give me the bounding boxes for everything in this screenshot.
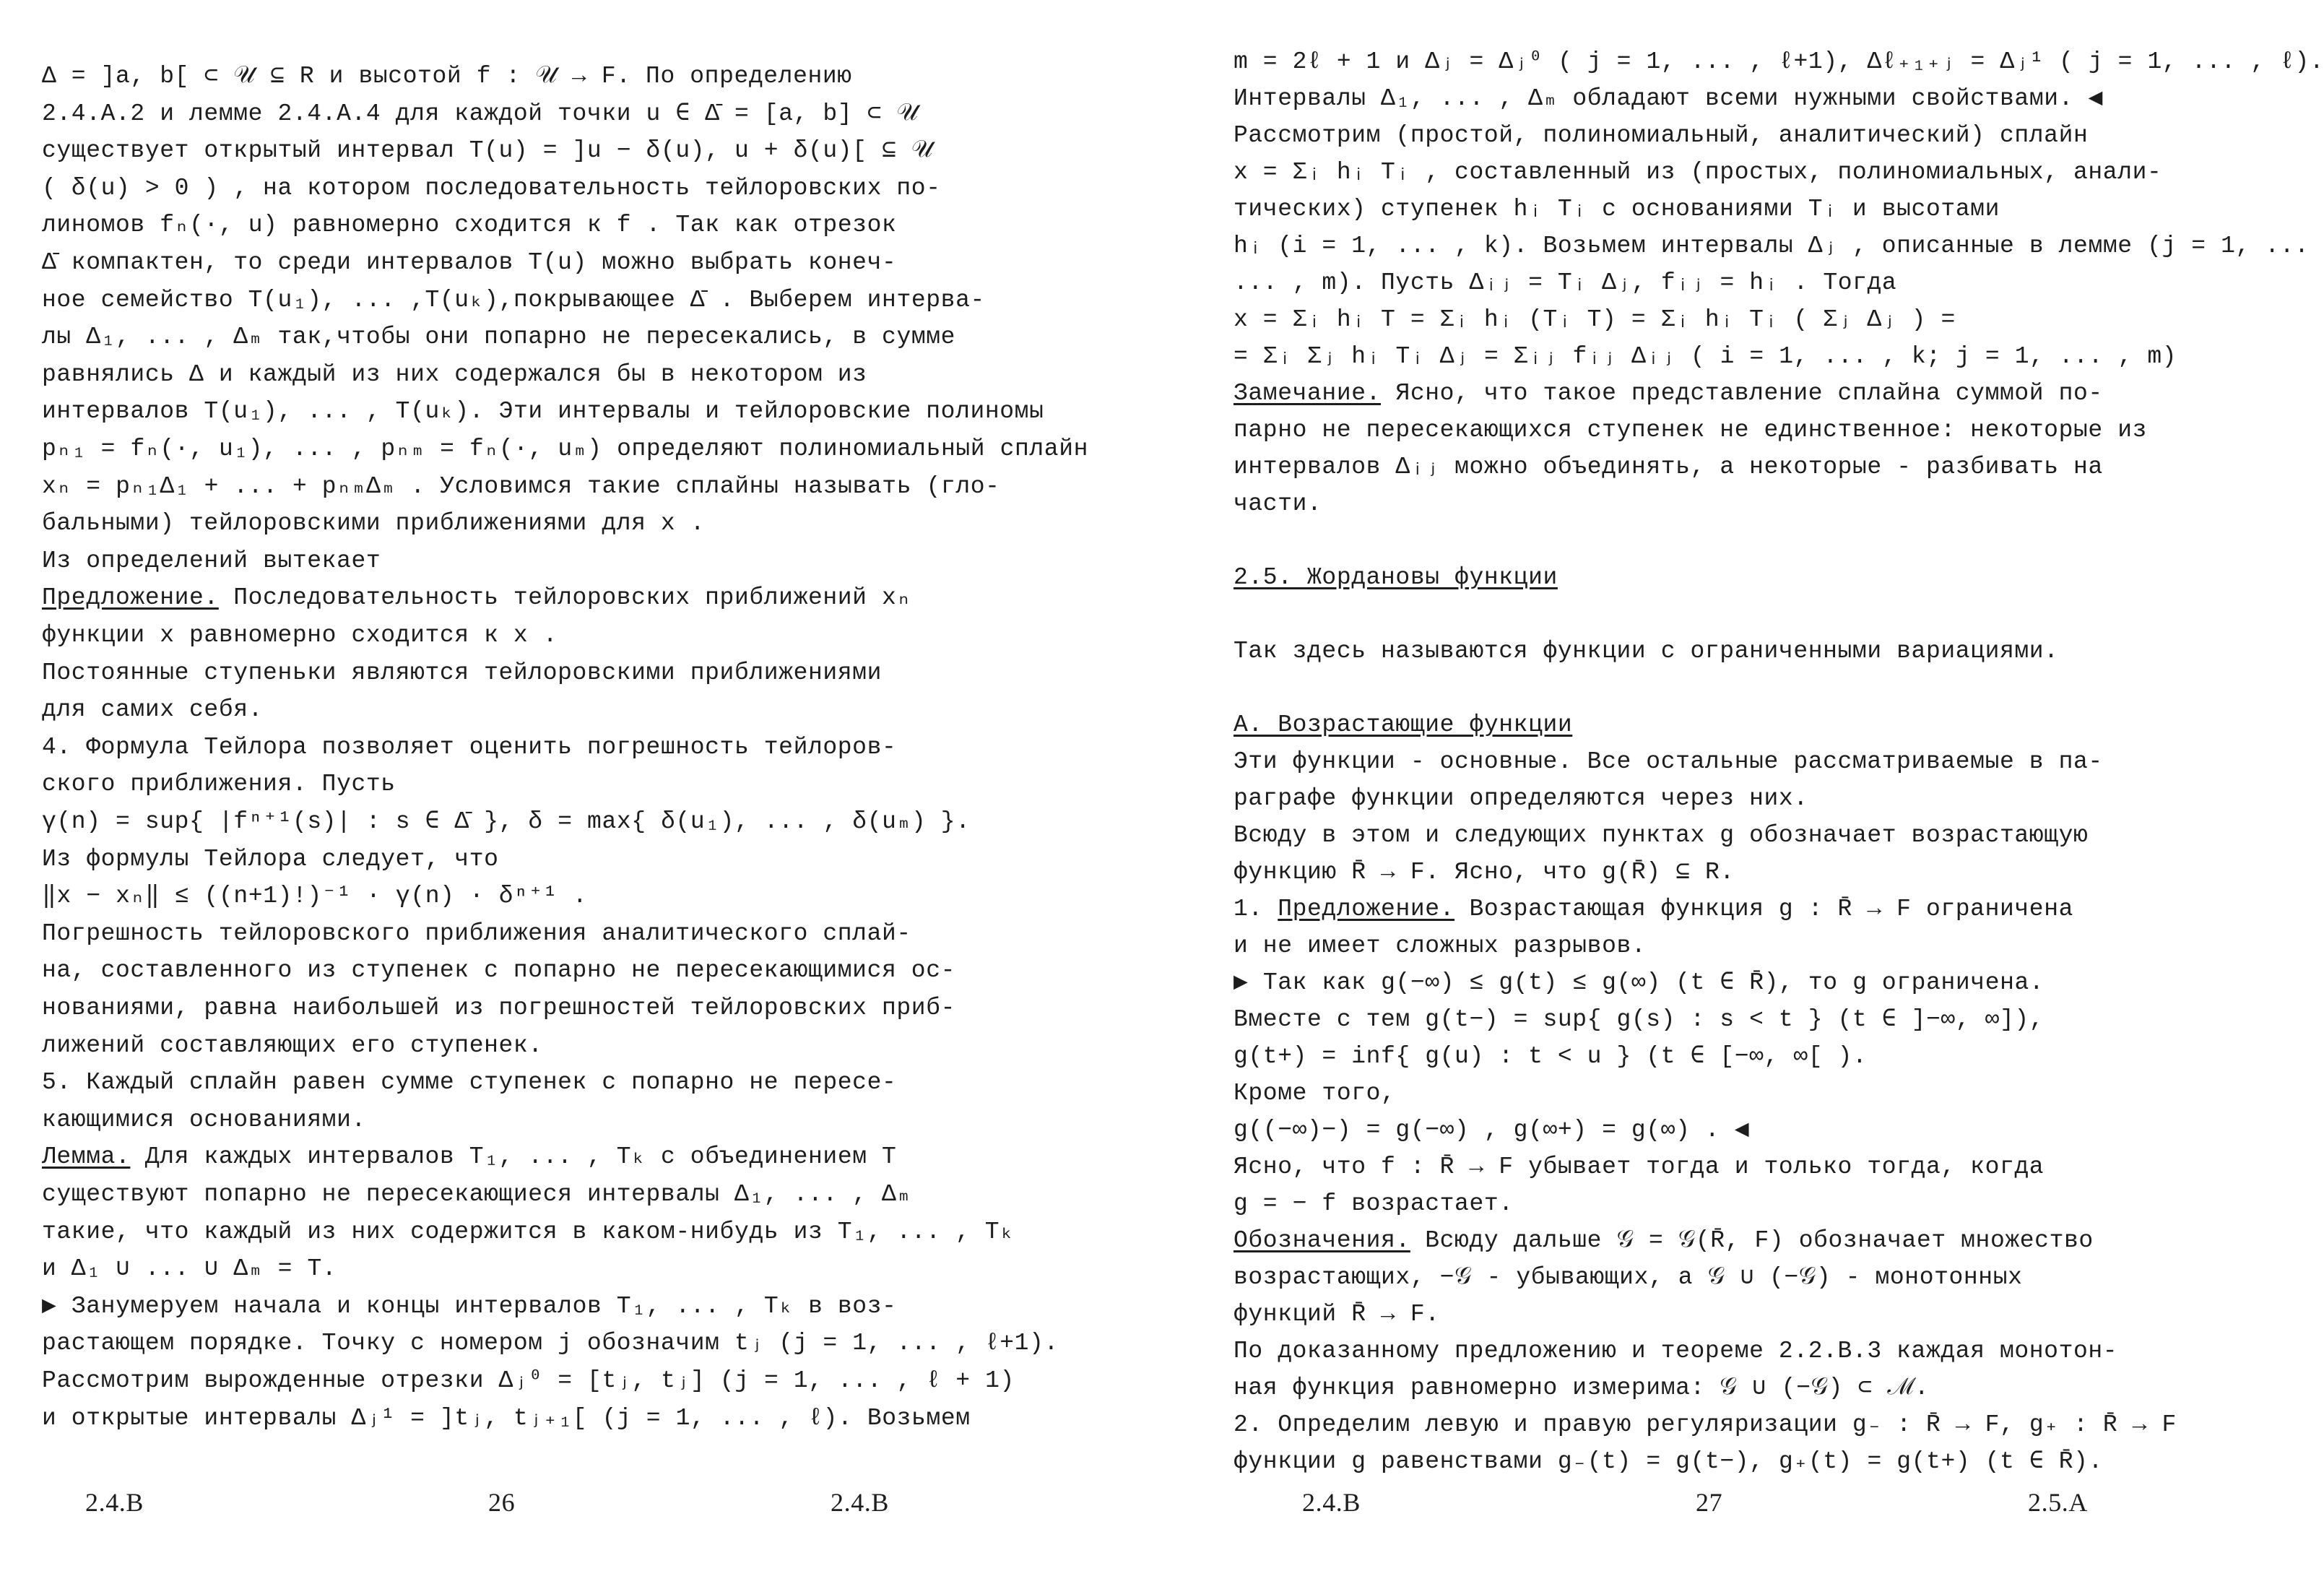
right-page-line: ... , m). Пусть Δᵢⱼ = Tᵢ Δⱼ, fᵢⱼ = hᵢ . Тогда [1233,269,1897,296]
right-page-line: x = Σᵢ hᵢ Tᵢ , составленный из (простых, полиномиальных, анали- [1233,159,2162,186]
right-page-line [1233,706,1572,744]
right-page-line: раграфе функции определяются через них. [1233,785,1808,812]
left-page-line: ное семейство T(u₁), ... ,T(uₖ),покрывающее Δ̄ . Выберем интерва- [42,286,985,313]
left-page-line: Рассмотрим вырожденные отрезки Δⱼ⁰ = [tⱼ, tⱼ] (j = 1, ... , ℓ + 1) [42,1367,1015,1394]
left-page-line: функции x равномерно сходится к x . [42,622,558,649]
right-page-number: 27 [1696,1488,1723,1517]
left-page-line: 2.4.A.2 и лемме 2.4.A.4 для каждой точки u ∈ Δ̄ = [a, b] ⊂ 𝒰 [42,100,919,127]
left-page-line: 5. Каждый сплайн равен сумме ступенек с попарно не пересе- [42,1069,897,1096]
right-footer-section-right: 2.5.A [2028,1488,2088,1517]
right-page-line: Замечание. Ясно, что такое представление сплайна суммой по- [1233,380,2103,407]
left-page-line: ( δ(u) > 0 ) , на котором последовательность тейлоровских по- [42,174,941,202]
left-page-line: лижений составляющих его ступенек. [42,1031,543,1059]
left-page-line: на, составленного из ступенек с попарно не пересекающимися ос- [42,957,955,984]
left-page-line: нованиями, равна наибольшей из погрешностей тейлоровских приб- [42,995,955,1021]
right-page-line: функций R̄ → F. [1233,1301,1440,1328]
left-page-line: лы Δ₁, ... , Δₘ так,чтобы они попарно не пересекались, в сумме [42,324,956,351]
right-page-line: возрастающих, −𝒢 - убывающих, а 𝒢 ∪ (−𝒢) - монотонных [1233,1264,2023,1291]
underlined-term: 2.5. Жордановы функции [1233,564,1558,591]
underlined-term: Замечание. [1233,380,1382,407]
right-page-line: = Σᵢ Σⱼ hᵢ Tᵢ Δⱼ = Σᵢⱼ fᵢⱼ Δᵢⱼ ( i = 1, ... , k; j = 1, ... , m) [1233,343,2177,370]
right-page-line: парно не пересекающихся ступенек не единственное: некоторые из [1233,417,2147,443]
left-footer-section: 2.4.B [85,1488,144,1517]
left-page-line: для самих себя. [42,696,264,724]
right-page-line: ная функция равномерно измерима: 𝒢 ∪ (−𝒢) ⊂ ℳ. [1233,1375,1930,1401]
left-page-line: pₙ₁ = fₙ(·, u₁), ... , pₙₘ = fₙ(·, uₘ) определяют полиномиальный сплайн [42,436,1089,462]
right-page-line: m = 2ℓ + 1 и Δⱼ = Δⱼ⁰ ( j = 1, ... , ℓ+1), Δℓ₊₁₊ⱼ = Δⱼ¹ ( j = 1, ... , ℓ). [1233,48,2324,75]
left-page-line: существуют попарно не пересекающиеся интервалы Δ₁, ... , Δₘ [42,1181,911,1208]
underlined-term: Обозначения. [1233,1227,1410,1254]
left-page-line: интервалов T(u₁), ... , T(uₖ). Эти интервалы и тейлоровские полиномы [42,398,1044,425]
right-page-line: ▶ Так как g(−∞) ≤ g(t) ≤ g(∞) (t ∈ R̄), то g ограничена. [1233,969,2045,996]
right-page-line: 1. Предложение. Возрастающая функция g : R̄ → F ограничена [1233,896,2073,922]
left-page-line: такие, что каждый из них содержится в каком-нибудь из T₁, ... , Tₖ [42,1218,1015,1245]
left-page-number: 26 [488,1488,516,1517]
right-page-line: функцию R̄ → F. Ясно, что g(R̄) ⊆ R. [1233,859,1735,886]
underlined-term: A. Возрастающие функции [1233,711,1573,738]
left-page-line: Из определений вытекает [42,547,381,574]
left-page-line: γ(n) = sup{ |fⁿ⁺¹(s)| : s ∈ Δ̄ }, δ = max{ δ(u₁), ... , δ(uₘ) }. [42,808,971,835]
right-page-line: x = Σᵢ hᵢ T = Σᵢ hᵢ (Tᵢ T) = Σᵢ hᵢ Tᵢ ( Σⱼ Δⱼ ) = [1233,306,1956,333]
right-page-line: Так здесь называются функции с ограниченными вариациями. [1233,638,2059,665]
left-page-line: xₙ = pₙ₁Δ₁ + ... + pₙₘΔₘ . Условимся такие сплайны называть (гло- [42,472,1000,500]
left-page-line: Из формулы Тейлора следует, что [42,845,499,873]
left-page-line: ‖x − xₙ‖ ≤ ((n+1)!)⁻¹ · γ(n) · δⁿ⁺¹ . [42,883,588,910]
underlined-term: Предложение. [42,584,219,612]
right-page-line: hᵢ (i = 1, ... , k). Возьмем интервалы Δⱼ , описанные в лемме (j = 1, ... [1233,233,2310,259]
left-page [42,0,1089,1571]
right-page-line: части. [1233,490,1322,517]
right-page-line: Ясно, что f : R̄ → F убывает тогда и только тогда, когда [1233,1154,2045,1180]
left-page-line: и Δ₁ ∪ ... ∪ Δₘ = T. [42,1255,337,1283]
right-page-line: Рассмотрим (простой, полиномиальный, аналитический) сплайн [1233,122,2089,149]
right-page-line: Всюду в этом и следующих пунктах g обозначает возрастающую [1233,822,2089,849]
right-page-line: g = − f возрастает. [1233,1190,1514,1217]
right-page-line: Кроме того, [1233,1080,1396,1107]
right-page-line: По доказанному предложению и теореме 2.2.B.3 каждая монотон- [1233,1338,2118,1364]
left-page-line: равнялись Δ и каждый из них содержался бы в некотором из [42,360,867,388]
left-page-line: Предложение. Последовательность тейлоровских приближений xₙ [42,584,911,612]
left-page-line: линомов fₙ(·, u) равномерно сходится к f . Так как отрезок [42,212,897,239]
left-page-line: растающем порядке. Точку с номером j обозначим tⱼ (j = 1, ... , ℓ+1). [42,1330,1059,1357]
left-page-line: Погрешность тейлоровского приближения аналитического сплай- [42,919,911,947]
left-page-line: кающимися основаниями. [42,1106,366,1133]
right-page-line: g((−∞)−) = g(−∞) , g(∞+) = g(∞) . ◀ [1233,1117,1750,1143]
right-page-line: интервалов Δᵢⱼ можно объединять, а некоторые - разбивать на [1233,454,2103,480]
left-page-line: Δ̄ компактен, то среди интервалов T(u) можно выбрать конеч- [42,249,897,276]
right-page-line: g(t+) = inf{ g(u) : t < u } (t ∈ [−∞, ∞[ ). [1233,1043,1868,1070]
right-page-line: Эти функции - основные. Все остальные рассматриваемые в па- [1233,748,2103,775]
right-page-line: Вместе с тем g(t−) = sup{ g(s) : s < t } (t ∈ ]−∞, ∞]), [1233,1006,2045,1033]
left-page-line: Лемма. Для каждых интервалов T₁, ... , Tₖ с объединением T [42,1143,897,1171]
left-page-line: существует открытый интервал T(u) = ]u − δ(u), u + δ(u)[ ⊆ 𝒰 [42,137,934,165]
left-page-line: и открытые интервалы Δⱼ¹ = ]tⱼ, tⱼ₊₁[ (j = 1, ... , ℓ). Возьмем [42,1404,971,1432]
right-page-line: 2. Определим левую и правую регуляризации g₋ : R̄ → F, g₊ : R̄ → F [1233,1411,2177,1438]
left-page-line: Постоянные ступеньки являются тейлоровскими приближениями [42,659,882,686]
right-footer-section: 2.4.B [1302,1488,1361,1517]
left-footer-section-right: 2.4.B [831,1488,890,1517]
left-page-line: Δ = ]a, b[ ⊂ 𝒰 ⊆ R и высотой f : 𝒰 → F. По определению [42,63,852,90]
underlined-term: Предложение. [1278,896,1455,922]
right-page-line: и не имеет сложных разрывов. [1233,932,1647,959]
right-page-line: функции g равенствами g₋(t) = g(t−), g₊(t) = g(t+) (t ∈ R̄). [1233,1448,2103,1475]
right-page-line [1233,559,1558,597]
left-page-line: 4. Формула Тейлора позволяет оценить погрешность тейлоров- [42,733,897,761]
right-page-line: тических) ступенек hᵢ Tᵢ с основаниями Tᵢ и высотами [1233,196,2000,222]
right-page-line: Интервалы Δ₁, ... , Δₘ обладают всеми нужными свойствами. ◀ [1233,85,2103,112]
right-page [1233,0,2324,1571]
left-page-line: ▶ Занумеруем начала и концы интервалов T₁, ... , Tₖ в воз- [42,1292,897,1320]
right-page-line: Обозначения. Всюду дальше 𝒢 = 𝒢(R̄, F) обозначает множество [1233,1227,2094,1254]
left-page-line: ского приближения. Пусть [42,771,396,798]
underlined-term: Лемма. [42,1143,131,1171]
left-page-line: бальными) тейлоровскими приближениями для x . [42,510,706,537]
